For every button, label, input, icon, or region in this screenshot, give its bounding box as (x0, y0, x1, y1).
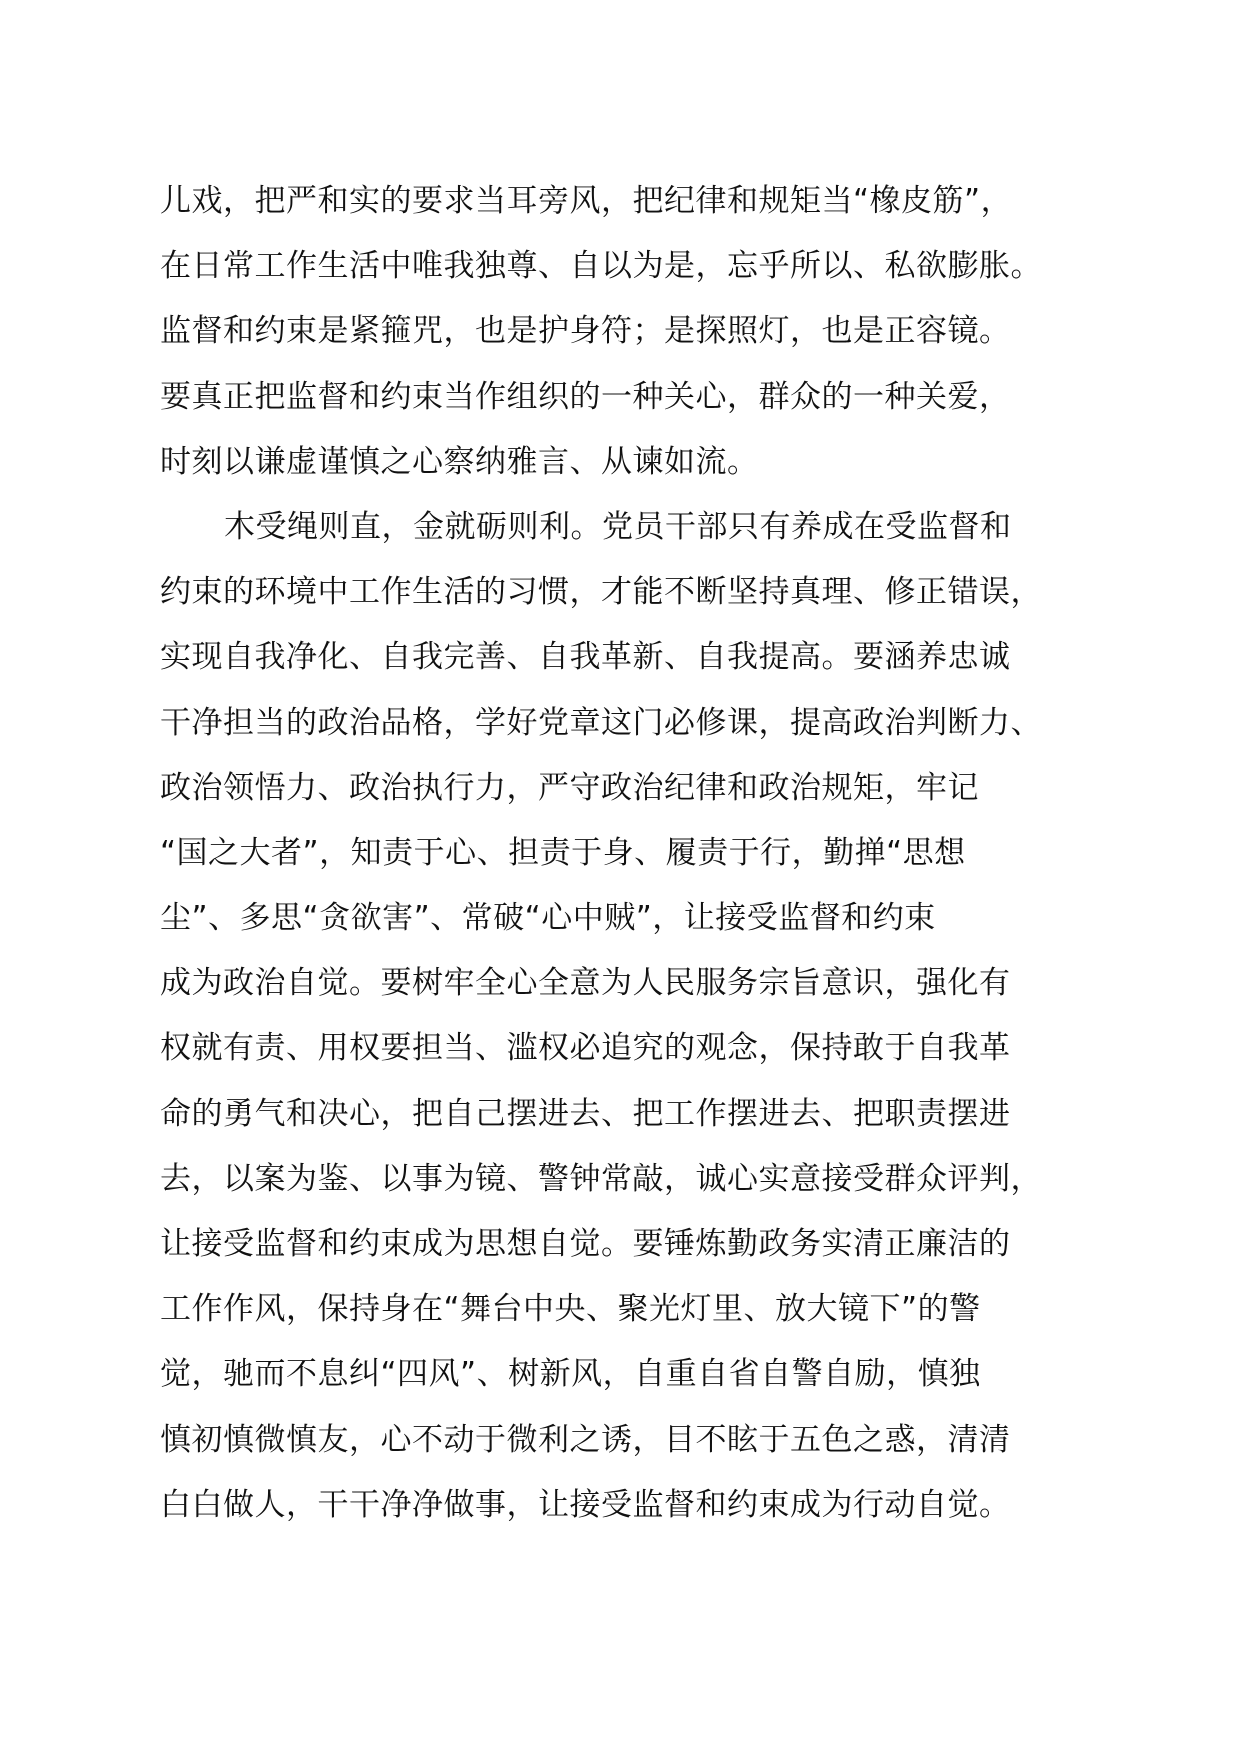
text-line: 在日常工作生活中唯我独尊、自以为是，忘乎所以、私欲膨胀。 (160, 248, 1042, 285)
text-line: 尘”、多思“贪欲害”、常破“心中贼”，让接受监督和约束 (160, 900, 936, 937)
text-line: 慎初慎微慎友，心不动于微利之诱，目不眩于五色之惑，清清 (160, 1421, 1011, 1458)
text-line: 政治领悟力、政治执行力，严守政治纪律和政治规矩，牢记 (160, 769, 979, 806)
text-line: 时刻以谦虚谨慎之心察纳雅言、从谏如流。 (160, 443, 759, 480)
text-line: “国之大者”，知责于心、担责于身、履责于行，勤掸“思想 (160, 834, 966, 871)
paragraph-1 (160, 169, 1100, 495)
text-line: 实现自我净化、自我完善、自我革新、自我提高。要涵养忠诚 (160, 639, 1011, 676)
text-line: 让接受监督和约束成为思想自觉。要锤炼勤政务实清正廉洁的 (160, 1226, 1011, 1262)
paragraph-2 (160, 495, 1100, 1538)
text-line: 干净担当的政治品格，学好党章这门必修课，提高政治判断力、 (160, 704, 1042, 741)
text-line: 要真正把监督和约束当作组织的一种关心，群众的一种关爱， (160, 378, 1011, 415)
text-line: 木受绳则直，金就砺则利。党员干部只有养成在受监督和 (224, 508, 1012, 545)
text-line: 工作作风，保持身在“舞台中央、聚光灯里、放大镜下”的警 (160, 1291, 981, 1328)
text-line: 约束的环境中工作生活的习惯，才能不断坚持真理、修正错误， (160, 574, 1042, 611)
text-line: 觉，驰而不息纠“四风”、树新风，自重自省自警自励，慎独 (160, 1356, 981, 1393)
text-line: 成为政治自觉。要树牢全心全意为人民服务宗旨意识，强化有 (160, 965, 1011, 1002)
text-line: 权就有责、用权要担当、滥权必追究的观念，保持敢于自我革 (160, 1030, 1011, 1067)
document-body (160, 169, 1100, 1538)
text-line: 去，以案为鉴、以事为镜、警钟常敲，诚心实意接受群众评判， (160, 1160, 1042, 1197)
text-line: 白白做人，干干净净做事，让接受监督和约束成为行动自觉。 (160, 1486, 1011, 1523)
text-line: 儿戏，把严和实的要求当耳旁风，把纪律和规矩当“橡皮筋”， (160, 183, 1013, 219)
text-line: 命的勇气和决心，把自己摆进去、把工作摆进去、把职责摆进 (160, 1095, 1011, 1132)
text-line: 监督和约束是紧箍咒，也是护身符；是探照灯，也是正容镜。 (160, 313, 1011, 350)
